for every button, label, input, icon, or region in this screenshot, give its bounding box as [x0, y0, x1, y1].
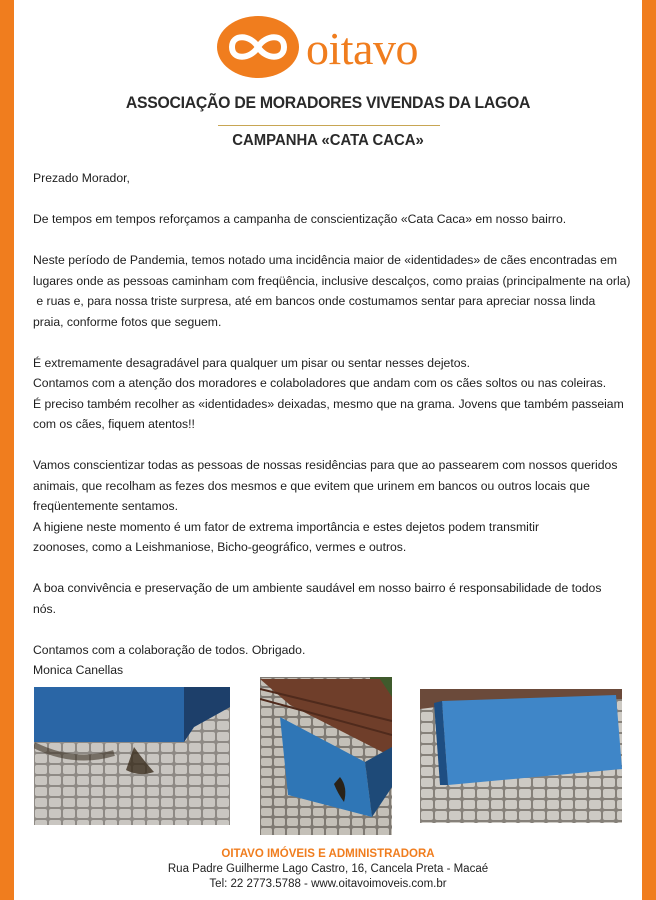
closing-line: Contamos com a colaboração de todos. Obrigado. — [33, 642, 306, 657]
oitavo-logo — [214, 12, 454, 82]
footer-company: OITAVO IMÓVEIS E ADMINISTRADORA — [221, 848, 435, 860]
logo-wordmark: oitavo — [306, 23, 418, 74]
paragraph-2-line: Neste período de Pandemia, temos notado uma incidência maior de «identidades» de cães encontradas em — [33, 253, 618, 267]
paragraph-2-line: lugares onde as pessoas caminham com freqüência, inclusive descalços, como praias (principalmente na orla) — [33, 273, 631, 288]
paragraph-2-line: e ruas e, para nossa triste surpresa, até em bancos onde costumamos sentar para apreciar nossa linda — [33, 294, 596, 308]
paragraph-2-line: praia, conforme fotos que seguem. — [33, 314, 222, 329]
bench-photo-2 — [260, 677, 392, 835]
title-divider — [218, 125, 440, 126]
paragraph-4-line: Vamos conscientizar todas as pessoas de nossas residências para que ao passearem com nossos queridos — [33, 458, 618, 472]
greeting: Prezado Morador, — [33, 171, 130, 185]
paragraph-4-line: zoonoses, como a Leishmaniose, Bicho-geográfico, vermes e outros. — [33, 540, 407, 554]
letter-sheet — [14, 0, 642, 900]
paragraph-4-line: A higiene neste momento é um fator de extrema importância e estes dejetos podem transmitir — [33, 519, 540, 534]
photo-strip — [14, 687, 642, 837]
campaign-title: CAMPANHA «CATA CACA» — [232, 132, 424, 149]
footer-contact: Tel: 22 2773.5788 - www.oitavoimoveis.com.br — [209, 878, 447, 890]
paragraph-4-line: animais, que recolham as fezes dos mesmos e que evitem que urinem em bancos ou outros locais que — [33, 478, 590, 493]
paragraph-3-line: Contamos com a atenção dos moradores e colaboladores que andam com os cães soltos ou nas coleiras. — [33, 376, 607, 390]
footer-address: Rua Padre Guilherme Lago Castro, 16, Cancela Preta - Macaé — [167, 863, 489, 875]
letter-body — [33, 168, 643, 681]
infinity-logo-icon — [214, 12, 304, 82]
bench-photo-1 — [34, 687, 230, 825]
bench-photo-3 — [420, 689, 622, 823]
paragraph-3-line: com os cães, fiquem atentos!! — [33, 417, 195, 431]
paragraph-1: De tempos em tempos reforçamos a campanha de conscientização «Cata Caca» em nosso bairro. — [33, 212, 567, 226]
paragraph-4-line: freqüentemente sentamos. — [33, 499, 178, 513]
association-title: ASSOCIAÇÃO DE MORADORES VIVENDAS DA LAGOA — [125, 93, 531, 112]
signature: Monica Canellas — [33, 663, 124, 677]
paragraph-3-line: É extremamente desagradável para qualquer um pisar ou sentar nesses dejetos. — [33, 355, 470, 370]
paragraph-5-line: nós. — [33, 601, 57, 616]
paragraph-5-line: A boa convivência e preservação de um ambiente saudável em nosso bairro é responsabilidade de todos — [33, 581, 602, 595]
paragraph-3-line: É preciso também recolher as «identidades» deixadas, mesmo que na grama. Jovens que também passeiam — [33, 396, 624, 411]
